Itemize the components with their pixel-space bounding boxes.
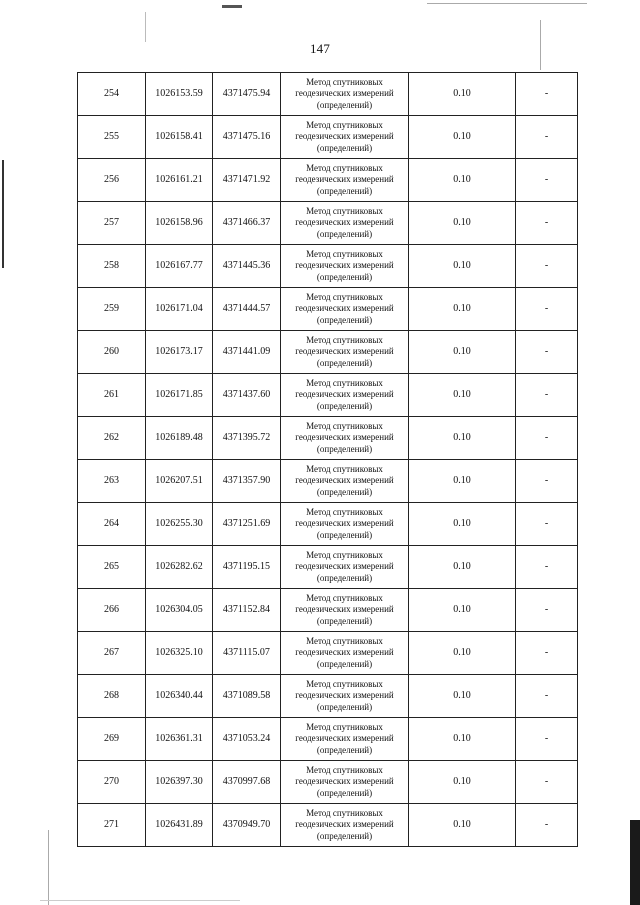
note-cell: - [516,503,578,546]
note-cell: - [516,675,578,718]
accuracy-cell: 0.10 [409,245,516,288]
method-line: Метод спутниковых [306,292,383,303]
method-line: Метод спутниковых [306,120,383,131]
x-coordinate-cell: 1026431.89 [146,804,213,847]
x-coordinate-cell: 1026158.41 [146,116,213,159]
method-line: Метод спутниковых [306,206,383,217]
point-number-cell: 259 [78,288,146,331]
accuracy-cell: 0.10 [409,761,516,804]
method-cell [281,73,409,116]
point-number-cell: 254 [78,73,146,116]
page-number: 147 [309,41,331,56]
point-number-cell: 263 [78,460,146,503]
x-coordinate-cell: 1026167.77 [146,245,213,288]
y-coordinate-cell: 4371152.84 [213,589,281,632]
table-row [78,460,578,503]
y-coordinate-cell: 4371115.07 [213,632,281,675]
table-row [78,116,578,159]
scan-artifact-top-line [427,3,587,4]
table-row [78,159,578,202]
y-coordinate-cell: 4370997.68 [213,761,281,804]
method-line: геодезических измерений [295,518,394,529]
table-row [78,288,578,331]
y-coordinate-cell: 4371445.36 [213,245,281,288]
method-line: Метод спутниковых [306,335,383,346]
method-line: геодезических измерений [295,776,394,787]
method-cell [281,331,409,374]
method-line: Метод спутниковых [306,550,383,561]
accuracy-cell: 0.10 [409,202,516,245]
method-line: геодезических измерений [295,432,394,443]
y-coordinate-cell: 4371251.69 [213,503,281,546]
method-line: (определений) [316,271,373,282]
method-line: (определений) [316,658,373,669]
table-row [78,761,578,804]
y-coordinate-cell: 4371444.57 [213,288,281,331]
note-cell: - [516,73,578,116]
method-line: (определений) [316,142,373,153]
accuracy-cell: 0.10 [409,460,516,503]
y-coordinate-cell: 4371441.09 [213,331,281,374]
method-line: Метод спутниковых [306,77,383,88]
table-row [78,546,578,589]
method-cell [281,675,409,718]
note-cell: - [516,417,578,460]
method-line: геодезических измерений [295,260,394,271]
accuracy-cell: 0.10 [409,331,516,374]
method-line: Метод спутниковых [306,679,383,690]
scan-artifact-vline [48,830,49,905]
method-line: (определений) [316,185,373,196]
accuracy-cell: 0.10 [409,589,516,632]
note-cell: - [516,718,578,761]
accuracy-cell: 0.10 [409,73,516,116]
x-coordinate-cell: 1026361.31 [146,718,213,761]
point-number-cell: 261 [78,374,146,417]
table-row [78,245,578,288]
accuracy-cell: 0.10 [409,675,516,718]
y-coordinate-cell: 4371437.60 [213,374,281,417]
method-cell [281,202,409,245]
x-coordinate-cell: 1026207.51 [146,460,213,503]
point-number-cell: 260 [78,331,146,374]
method-cell [281,417,409,460]
point-number-cell: 256 [78,159,146,202]
y-coordinate-cell: 4371475.94 [213,73,281,116]
scan-artifact-vline [145,12,146,42]
table-row [78,632,578,675]
accuracy-cell: 0.10 [409,546,516,589]
note-cell: - [516,546,578,589]
table-row [78,73,578,116]
method-line: геодезических измерений [295,131,394,142]
point-number-cell: 271 [78,804,146,847]
x-coordinate-cell: 1026340.44 [146,675,213,718]
method-line: геодезических измерений [295,604,394,615]
x-coordinate-cell: 1026158.96 [146,202,213,245]
x-coordinate-cell: 1026255.30 [146,503,213,546]
accuracy-cell: 0.10 [409,374,516,417]
method-line: геодезических измерений [295,733,394,744]
point-number-cell: 267 [78,632,146,675]
note-cell: - [516,116,578,159]
table-row [78,417,578,460]
method-line: геодезических измерений [295,303,394,314]
scan-artifact-bottom-line [40,900,240,901]
method-line: геодезических измерений [295,217,394,228]
accuracy-cell: 0.10 [409,718,516,761]
y-coordinate-cell: 4371357.90 [213,460,281,503]
note-cell: - [516,288,578,331]
coordinates-table-body [78,73,578,847]
point-number-cell: 264 [78,503,146,546]
method-line: (определений) [316,357,373,368]
x-coordinate-cell: 1026171.04 [146,288,213,331]
method-line: Метод спутниковых [306,722,383,733]
table-row [78,675,578,718]
method-line: (определений) [316,701,373,712]
method-cell [281,116,409,159]
method-line: (определений) [316,314,373,325]
method-cell [281,804,409,847]
method-line: геодезических измерений [295,819,394,830]
accuracy-cell: 0.10 [409,503,516,546]
method-line: (определений) [316,830,373,841]
point-number-cell: 265 [78,546,146,589]
y-coordinate-cell: 4371395.72 [213,417,281,460]
method-cell [281,288,409,331]
note-cell: - [516,202,578,245]
note-cell: - [516,804,578,847]
accuracy-cell: 0.10 [409,632,516,675]
x-coordinate-cell: 1026304.05 [146,589,213,632]
method-cell [281,460,409,503]
method-line: геодезических измерений [295,647,394,658]
table-row [78,503,578,546]
method-cell [281,245,409,288]
method-line: Метод спутниковых [306,464,383,475]
note-cell: - [516,331,578,374]
method-cell [281,374,409,417]
method-line: Метод спутниковых [306,163,383,174]
accuracy-cell: 0.10 [409,288,516,331]
method-cell [281,589,409,632]
method-line: Метод спутниковых [306,249,383,260]
method-cell [281,632,409,675]
table-row [78,331,578,374]
method-line: Метод спутниковых [306,378,383,389]
x-coordinate-cell: 1026189.48 [146,417,213,460]
method-line: Метод спутниковых [306,593,383,604]
x-coordinate-cell: 1026397.30 [146,761,213,804]
method-line: Метод спутниковых [306,636,383,647]
method-line: геодезических измерений [295,475,394,486]
accuracy-cell: 0.10 [409,804,516,847]
y-coordinate-cell: 4371466.37 [213,202,281,245]
x-coordinate-cell: 1026173.17 [146,331,213,374]
table-row [78,804,578,847]
method-line: Метод спутниковых [306,421,383,432]
table-row [78,589,578,632]
scan-artifact-right [630,820,640,905]
method-cell [281,503,409,546]
scan-artifact-top-mark [222,5,242,8]
method-line: геодезических измерений [295,389,394,400]
method-cell [281,546,409,589]
method-line: (определений) [316,615,373,626]
x-coordinate-cell: 1026171.85 [146,374,213,417]
point-number-cell: 258 [78,245,146,288]
method-line: геодезических измерений [295,561,394,572]
note-cell: - [516,589,578,632]
method-line: (определений) [316,787,373,798]
method-line: геодезических измерений [295,88,394,99]
table-row [78,718,578,761]
coordinates-table [77,72,578,847]
note-cell: - [516,632,578,675]
method-cell [281,761,409,804]
point-number-cell: 255 [78,116,146,159]
method-line: (определений) [316,443,373,454]
method-line: (определений) [316,744,373,755]
point-number-cell: 262 [78,417,146,460]
point-number-cell: 268 [78,675,146,718]
note-cell: - [516,460,578,503]
table-row [78,374,578,417]
point-number-cell: 269 [78,718,146,761]
method-line: (определений) [316,572,373,583]
scan-artifact-left [2,160,4,268]
point-number-cell: 270 [78,761,146,804]
y-coordinate-cell: 4371089.58 [213,675,281,718]
accuracy-cell: 0.10 [409,159,516,202]
method-line: геодезических измерений [295,346,394,357]
table-row [78,202,578,245]
accuracy-cell: 0.10 [409,116,516,159]
y-coordinate-cell: 4371195.15 [213,546,281,589]
accuracy-cell: 0.10 [409,417,516,460]
x-coordinate-cell: 1026325.10 [146,632,213,675]
y-coordinate-cell: 4371053.24 [213,718,281,761]
point-number-cell: 257 [78,202,146,245]
note-cell: - [516,761,578,804]
method-cell [281,718,409,761]
x-coordinate-cell: 1026153.59 [146,73,213,116]
method-line: геодезических измерений [295,174,394,185]
method-line: (определений) [316,400,373,411]
method-line: Метод спутниковых [306,765,383,776]
method-line: (определений) [316,228,373,239]
note-cell: - [516,374,578,417]
point-number-cell: 266 [78,589,146,632]
method-line: (определений) [316,529,373,540]
method-line: Метод спутниковых [306,808,383,819]
note-cell: - [516,245,578,288]
x-coordinate-cell: 1026161.21 [146,159,213,202]
method-line: (определений) [316,99,373,110]
x-coordinate-cell: 1026282.62 [146,546,213,589]
y-coordinate-cell: 4371471.92 [213,159,281,202]
y-coordinate-cell: 4370949.70 [213,804,281,847]
y-coordinate-cell: 4371475.16 [213,116,281,159]
method-line: (определений) [316,486,373,497]
method-line: Метод спутниковых [306,507,383,518]
note-cell: - [516,159,578,202]
method-line: геодезических измерений [295,690,394,701]
method-cell [281,159,409,202]
